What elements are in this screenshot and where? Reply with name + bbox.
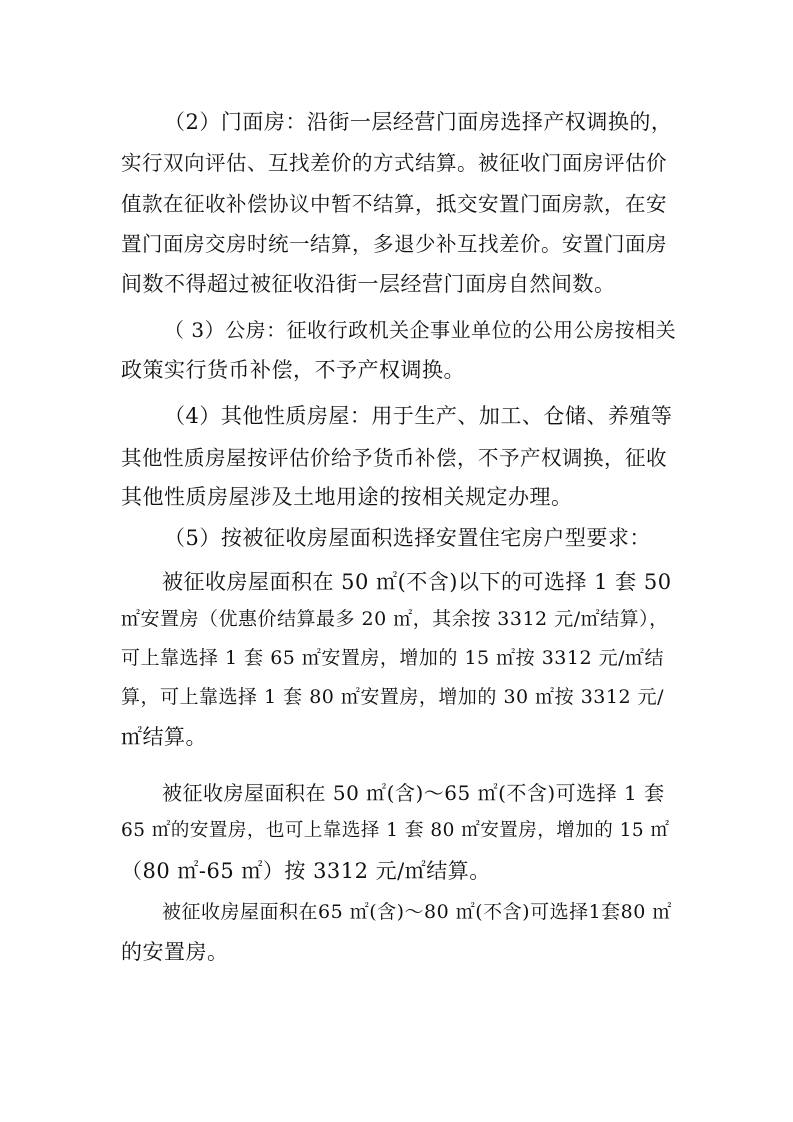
paragraph-6-line-3: （80 ㎡-65 ㎡）按 3312 元/㎡结算。 (121, 859, 491, 883)
paragraph-7-line-2: 的安置房。 (121, 940, 229, 964)
paragraph-5-line-3: 可上靠选择 1 套 65 ㎡安置房，增加的 15 ㎡按 3312 元/㎡结 (121, 647, 665, 669)
paragraph-5-line-1: 被征收房屋面积在 50 ㎡(不含)以下的可选择 1 套 50 (162, 570, 672, 594)
paragraph-4-line-1: （5）按被征收房屋面积选择安置住宅房户型要求： (164, 526, 651, 550)
paragraph-1-line-1: （2）门面房：沿街一层经营门面房选择产权调换的， (164, 110, 673, 134)
paragraph-5-line-4: 算，可上靠选择 1 套 80 ㎡安置房，增加的 30 ㎡按 3312 元/ (121, 686, 665, 708)
paragraph-3-line-3: 其他性质房屋涉及土地用途的按相关规定办理。 (121, 485, 573, 509)
paragraph-1-line-5: 间数不得超过被征收沿街一层经营门面房自然间数。 (121, 272, 616, 296)
paragraph-7-line-1: 被征收房屋面积在65 ㎡(含)～80 ㎡(不含)可选择1套80 ㎡ (162, 901, 672, 923)
paragraph-1-line-3: 值款在征收补偿协议中暂不结算，抵交安置门面房款，在安 (121, 192, 667, 216)
paragraph-1-line-4: 置门面房交房时统一结算，多退少补互找差价。安置门面房 (121, 232, 667, 256)
paragraph-3-line-2: 其他性质房屋按评估价给予货币补偿，不予产权调换，征收 (121, 446, 667, 470)
paragraph-5-line-2: ㎡安置房（优惠价结算最多 20 ㎡，其余按 3312 元/㎡结算）， (121, 608, 669, 630)
paragraph-2-line-1: （ 3）公房：征收行政机关企事业单位的公用公房按相关 (164, 318, 677, 342)
paragraph-6-line-1: 被征收房屋面积在 50 ㎡(含)～65 ㎡(不含)可选择 1 套 (162, 781, 665, 805)
paragraph-5-line-5: ㎡结算。 (121, 725, 207, 749)
paragraph-1-line-2: 实行双向评估、互找差价的方式结算。被征收门面房评估价 (121, 151, 667, 175)
paragraph-2-line-2: 政策实行货币补偿，不予产权调换。 (121, 358, 465, 382)
paragraph-3-line-1: （4）其他性质房屋：用于生产、加工、仓储、养殖等 (164, 404, 673, 428)
paragraph-6-line-2: 65 ㎡的安置房，也可上靠选择 1 套 80 ㎡安置房，增加的 15 ㎡ (121, 820, 670, 841)
